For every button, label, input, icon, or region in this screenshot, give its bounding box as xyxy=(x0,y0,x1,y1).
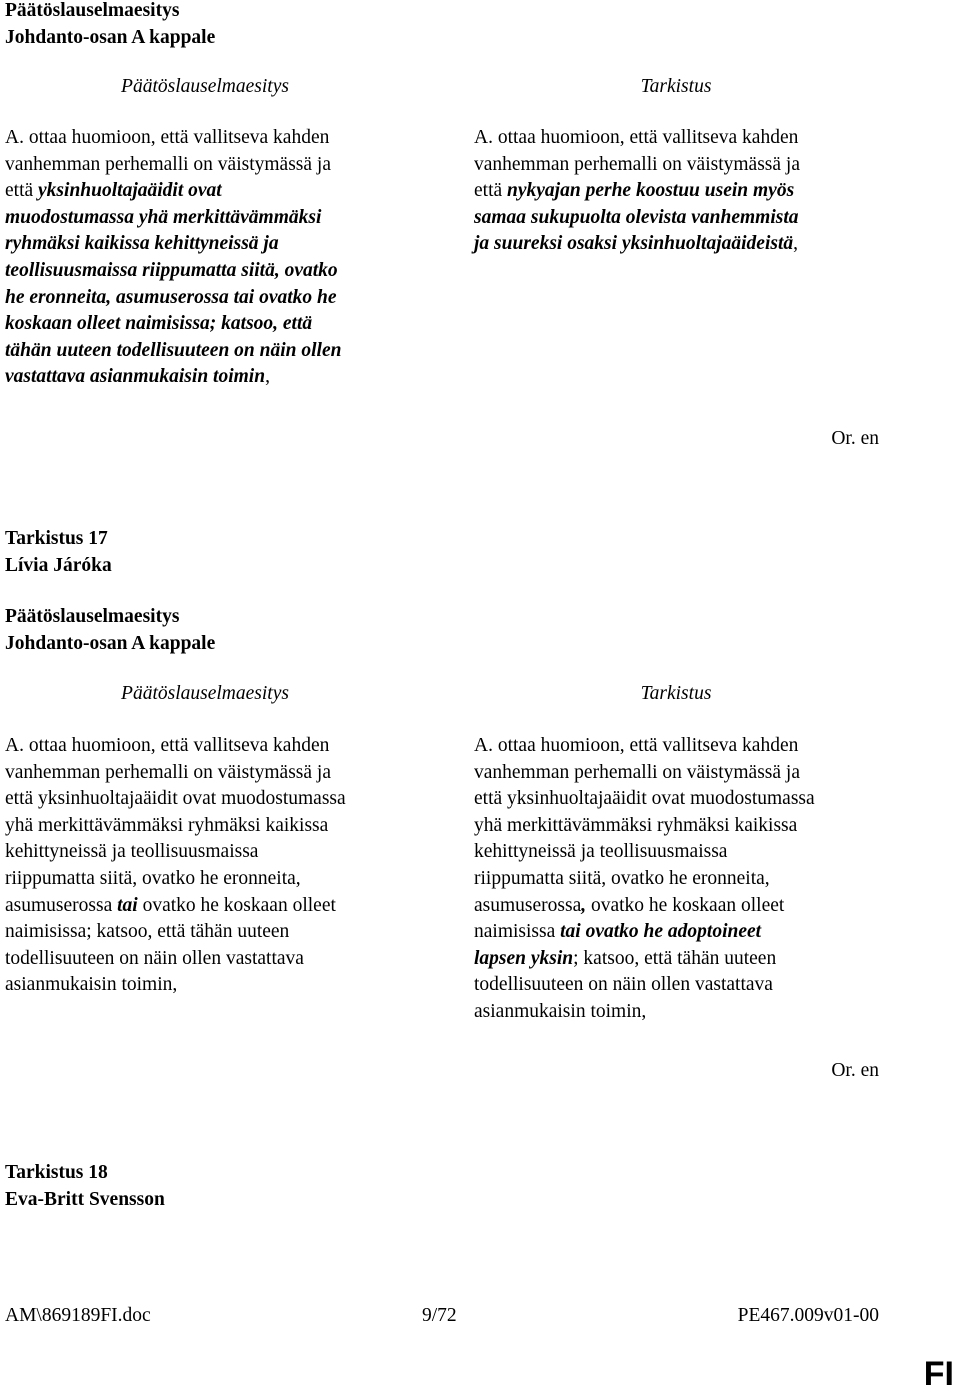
text-line xyxy=(5,786,346,813)
am16-right-column-heading: Tarkistus xyxy=(640,76,712,97)
text-run: että yksinhuoltajaäidit ovat muodostumassa xyxy=(5,788,346,810)
text-run: naimisissa xyxy=(474,921,561,943)
text-line xyxy=(5,813,346,840)
text-run: yhä merkittävämmäksi ryhmäksi kaikissa xyxy=(474,814,798,836)
am17-right-column-heading: Tarkistus xyxy=(640,683,712,704)
text-line xyxy=(5,364,341,391)
text-run: , xyxy=(793,233,798,255)
amended-text: samaa sukupuolta olevista vanhemmista xyxy=(474,206,799,228)
text-line xyxy=(474,125,800,152)
am17-ref-line-2: Johdanto-osan A kappale xyxy=(5,632,216,654)
text-line xyxy=(474,972,815,999)
text-line xyxy=(5,285,341,312)
text-line xyxy=(5,946,346,973)
footer-pe-reference: PE467.009v01-00 xyxy=(737,1305,879,1326)
text-line xyxy=(5,338,341,365)
text-line xyxy=(474,178,800,205)
text-run: , xyxy=(265,366,270,388)
am17-ref-line-1: Päätöslauselmaesitys xyxy=(5,606,180,627)
amended-text: ryhmäksi kaikissa kehittyneissä ja xyxy=(5,233,279,255)
amended-text: tai xyxy=(117,894,138,916)
amended-text: lapsen yksin xyxy=(474,947,574,969)
text-line xyxy=(5,733,346,760)
text-run: asumuserossa xyxy=(5,894,118,916)
text-run: A. ottaa huomioon, että vallitseva kahden xyxy=(474,735,799,756)
text-line xyxy=(474,813,815,840)
am17-header xyxy=(5,526,112,579)
text-line xyxy=(474,760,815,787)
top-ref-line-1: Päätöslauselmaesitys xyxy=(5,0,180,21)
text-run: vanhemman perhemalli on väistymässä ja xyxy=(5,153,331,175)
text-run: todellisuuteen on näin ollen vastattava xyxy=(5,947,304,969)
am18-title: Tarkistus 18 xyxy=(5,1162,108,1183)
text-line xyxy=(5,839,346,866)
text-line xyxy=(5,919,346,946)
top-ref-line-2: Johdanto-osan A kappale xyxy=(5,26,216,48)
amended-text: ja suureksi osaksi yksinhuoltajaäideistä xyxy=(474,233,794,255)
am17-reference xyxy=(5,604,215,657)
footer-language-code: FI xyxy=(923,1355,954,1393)
text-run: kehittyneissä ja teollisuusmaissa xyxy=(5,841,259,863)
text-line xyxy=(474,231,800,258)
text-line xyxy=(474,786,815,813)
text-line xyxy=(474,999,815,1026)
footer-page-number: 9/72 xyxy=(422,1305,457,1326)
amended-text: yksinhuoltajaäidit ovat xyxy=(38,180,222,202)
top-ref-heading xyxy=(5,0,215,51)
amended-text: teollisuusmaissa riippumatta siitä, ovatko xyxy=(5,259,338,281)
text-run: että xyxy=(5,180,39,202)
text-run: että yksinhuoltajaäidit ovat muodostumassa xyxy=(474,788,815,810)
amended-text: vastattava asianmukaisin toimin xyxy=(5,366,266,388)
amended-text: tai ovatko he adoptoineet xyxy=(560,921,762,943)
am16-left-text xyxy=(5,125,341,391)
text-line xyxy=(5,972,346,999)
text-run: riippumatta siitä, ovatko he eronneita, xyxy=(5,867,301,889)
am16-left-column-heading: Päätöslauselmaesitys xyxy=(121,76,289,97)
text-run: naimisissa; katsoo, että tähän uuteen xyxy=(5,921,290,943)
text-line xyxy=(474,152,800,179)
text-line xyxy=(474,946,815,973)
amended-text: koskaan olleet naimisissa; katsoo, että xyxy=(5,313,313,335)
text-run: A. ottaa huomioon, että vallitseva kahden xyxy=(5,735,330,756)
text-run: asumuserossa xyxy=(474,894,582,916)
text-run: ovatko he koskaan olleet xyxy=(137,894,336,916)
text-run: kehittyneissä ja teollisuusmaissa xyxy=(474,841,728,863)
amended-text: he eronneita, asumuserossa tai ovatko he xyxy=(5,286,337,308)
am18-author: Eva-Britt Svensson xyxy=(5,1188,165,1210)
text-run: todellisuuteen on näin ollen vastattava xyxy=(474,974,773,996)
text-run: asianmukaisin toimin, xyxy=(5,974,178,996)
amended-text: nykyajan perhe koostuu usein myös xyxy=(507,180,795,202)
am16-right-text xyxy=(474,125,800,258)
text-line xyxy=(5,258,341,285)
text-line xyxy=(5,178,341,205)
amended-text: , xyxy=(581,894,587,916)
text-line xyxy=(5,125,341,152)
text-run: yhä merkittävämmäksi ryhmäksi kaikissa xyxy=(5,814,329,836)
amended-text: tähän uuteen todellisuuteen on näin ollen xyxy=(5,339,342,361)
am17-original-language: Or. en xyxy=(831,1060,879,1081)
text-run: vanhemman perhemalli on väistymässä ja xyxy=(474,761,800,783)
am17-author: Lívia Járóka xyxy=(5,554,112,576)
text-line xyxy=(474,866,815,893)
am17-title: Tarkistus 17 xyxy=(5,528,108,549)
text-run: ; katsoo, että tähän uuteen xyxy=(573,947,777,969)
text-line xyxy=(474,839,815,866)
text-run: A. ottaa huomioon, että vallitseva kahden xyxy=(5,127,330,148)
am17-left-text xyxy=(5,733,346,999)
text-run: A. ottaa huomioon, että vallitseva kahden xyxy=(474,127,799,148)
text-line xyxy=(474,733,815,760)
text-run: ovatko he koskaan olleet xyxy=(586,894,785,916)
footer-doc-name: AM\869189FI.doc xyxy=(5,1305,151,1326)
text-line xyxy=(474,919,815,946)
text-line xyxy=(5,866,346,893)
text-line xyxy=(5,231,341,258)
text-line xyxy=(474,893,815,920)
text-run: että xyxy=(474,180,508,202)
text-line xyxy=(5,205,341,232)
amended-text: muodostumassa yhä merkittävämmäksi xyxy=(5,206,322,228)
text-run: vanhemman perhemalli on väistymässä ja xyxy=(5,761,331,783)
text-line xyxy=(5,152,341,179)
text-line xyxy=(5,893,346,920)
am18-header xyxy=(5,1160,165,1213)
text-run: asianmukaisin toimin, xyxy=(474,1000,647,1022)
text-run: riippumatta siitä, ovatko he eronneita, xyxy=(474,867,770,889)
am16-original-language: Or. en xyxy=(831,428,879,449)
text-run: vanhemman perhemalli on väistymässä ja xyxy=(474,153,800,175)
text-line xyxy=(474,205,800,232)
text-line xyxy=(5,311,341,338)
am17-right-text xyxy=(474,733,815,1026)
am17-left-column-heading: Päätöslauselmaesitys xyxy=(121,683,289,704)
text-line xyxy=(5,760,346,787)
